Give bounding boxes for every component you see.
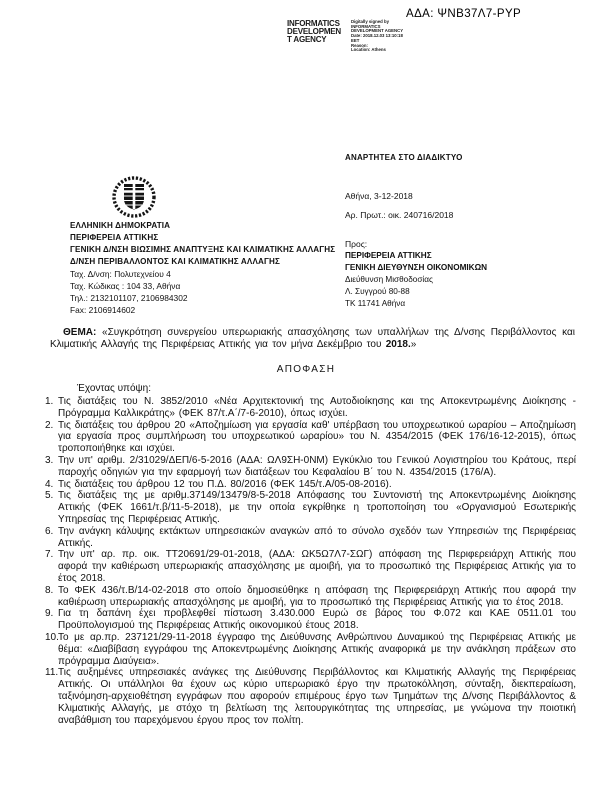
recipient-line: ΠΕΡΙΦΕΡΕΙΑ ΑΤΤΙΚΗΣ xyxy=(345,251,432,260)
item-number: 7. xyxy=(45,549,54,561)
item-text: Τις διατάξεις του άρθρου 12 του Π.Δ. 80/2016 (ΦΕΚ 145/τ.Α/05-08-2016). xyxy=(58,478,392,490)
decision-title: ΑΠΟΦΑΣΗ xyxy=(276,364,336,375)
item-text: Την υπ' αριθμ. 2/31029/ΔΕΠ/6-5-2016 (ΑΔΑ: ΩΛ9ΣΗ-0ΝΜ) Εγκύκλιο του Γενικού Λογιστηρίου του Κράτους, περί παροχής οδηγιών για την εφαρμογή των διατάξεων του Κεφαλαίου Β΄ του Ν. 4354/2015 (176/Α). xyxy=(58,454,576,478)
signature-details xyxy=(351,20,413,53)
greek-coat-of-arms-icon xyxy=(111,176,157,218)
city-date: Αθήνα, 3-12-2018 xyxy=(345,191,413,201)
signature-detail-line: EET xyxy=(351,37,360,43)
recipient-block xyxy=(345,250,577,310)
item-number: 11. xyxy=(45,667,59,679)
subject-year: 2018. xyxy=(385,339,411,351)
ada-code: ΑΔΑ: ΨΝΒ37Λ7-ΡΥΡ xyxy=(406,8,522,20)
item-number: 2. xyxy=(45,419,54,431)
item-text: Την ανάγκη κάλυψης εκτάκτων υπηρεσιακών αναγκών από το σύνολο σχεδόν των Υπηρεσιών της Περιφέρειας Αττικής. xyxy=(58,525,576,549)
item-text: Τις διατάξεις της με αριθμ.37149/13479/8-5-2018 Απόφασης του Συντονιστή της Αποκεντρωμένης Διοίκησης Αττικής (ΦΕΚ 1661/τ.β/11-5-2018), με την οποία εγκρίθηκε η τροποποίηση του «Οργανισμού Εσωτερικής Υπηρεσίας της Περιφέρειας Αττικής. xyxy=(58,490,576,525)
item-number: 8. xyxy=(45,584,54,596)
protocol-number: Αρ. Πρωτ.: οικ. 240716/2018 xyxy=(345,210,454,220)
list-item xyxy=(45,490,576,525)
document-meta xyxy=(345,152,577,310)
item-text: Τις διατάξεις του Ν. 3852/2010 «Νέα Αρχιτεκτονική της Αυτοδιοίκησης και της Αποκεντρωμένης Διοίκησης - Πρόγραμμα Καλλικράτης» (ΦΕΚ 87/τ.Α΄/7-6-2010), όπως ισχύει. xyxy=(58,396,576,419)
signature-detail-line: Location: Athens xyxy=(351,47,386,53)
subject-text: «Συγκρότηση συνεργείου υπερωριακής απασχόλησης των υπαλλήλων της Δ/νσης Περιβάλλοντος και Κλιματικής Αλλαγής της Περιφέρειας Αττικής για τον μήνα Δεκέμβριο του xyxy=(50,327,575,351)
item-number: 9. xyxy=(45,608,54,620)
org-line: ΕΛΛΗΝΙΚΗ ΔΗΜΟΚΡΑΤΙΑ xyxy=(70,221,171,230)
signature-detail-line: INFORMATICS xyxy=(351,23,381,29)
list-item xyxy=(45,479,576,491)
list-item xyxy=(45,526,576,550)
phone-numbers: Τηλ.: 2132101107, 2106984302 xyxy=(70,293,188,303)
subject-paragraph xyxy=(50,327,575,352)
signature-detail-line: Reason: xyxy=(351,42,368,48)
postal-address: Ταχ. Δ/νση: Πολυτεχνείου 4 xyxy=(70,269,171,279)
list-item xyxy=(45,396,576,420)
letterhead xyxy=(70,176,352,316)
item-text: Τις αυξημένες υπηρεσιακές ανάγκες της Διεύθυνσης Περιβάλλοντος και Κλιματικής Αλλαγής της Περιφέρειας Αττικής. Οι υπάλληλοι θα έχουν ως κύριο υπερωριακό έργο την πρωτοκόλληση, σύνταξη, διεκπεραίωση, ταξινόμηση-αρχειοθέτηση εγγράφων που αφορούν επιμέρους έργο των Τμημάτων της Δ/νσης Περιβάλλοντος & Κλιματικής Αλλαγής, με στόχο τη βελτίωση της λειτουργικότητας της υπηρεσίας, με γνώμονα την ποιοτική αναβάθμιση του παρεχόμενου έργου προς τον πολίτη. xyxy=(58,667,576,726)
subject-label: ΘΕΜΑ: xyxy=(63,327,97,338)
decision-intro: Έχοντας υπόψη: xyxy=(77,383,151,394)
recipient-line: ΓΕΝΙΚΗ ΔΙΕΥΘΥΝΣΗ ΟΙΚΟΝΟΜΙΚΩΝ xyxy=(345,263,488,272)
item-text: Για τη δαπάνη έχει προβλεφθεί πίστωση 3.430.000 Ευρώ σε βάρος του Φ.072 και ΚΑΕ 0511.01 του Προϋπολογισμού της Περιφέρειας Αττικής οικονομικού έτους 2018. xyxy=(58,608,576,632)
recipient-line: ΤΚ 11741 Αθήνα xyxy=(345,299,406,308)
recipient-line: Διεύθυνση Μισθοδοσίας xyxy=(345,275,433,284)
digital-signature-stamp xyxy=(287,20,413,53)
signature-detail-line: Digitally signed by xyxy=(351,19,389,24)
signature-agency-line: INFORMATICS xyxy=(287,19,340,28)
list-item xyxy=(45,549,576,584)
org-line: ΓΕΝΙΚΗ Δ/ΝΣΗ ΒΙΩΣΙΜΗΣ ΑΝΑΠΤΥΞΗΣ ΚΑΙ ΚΛΙΜΑΤΙΚΗΣ ΑΛΛΑΓΗΣ xyxy=(70,245,336,254)
recipient-label: Προς: xyxy=(345,239,368,249)
item-text: Το ΦΕΚ 436/τ.Β/14-02-2018 στο οποίο δημοσιεύθηκε η απόφαση της Περιφερειάρχη Αττικής που αφορά την καθιέρωση υπερωριακής απασχόλησης με αμοιβή, για το προσωπικό της Περιφέρειας Αττικής για το έτος 2018. xyxy=(58,584,576,608)
item-text: Τις διατάξεις του άρθρου 20 «Αποζημίωση για εργασία καθ' υπέρβαση του υποχρεωτικού ωραρίου – Αποζημίωση για εργασία προς συμπλήρωση του υποχρεωτικού ωραρίου» του Ν. 4354/2015 (ΦΕΚ 176/16-12-2015), όπως τροποποιήθηκε και ισχύει. xyxy=(58,419,576,455)
org-line: Δ/ΝΣΗ ΠΕΡΙΒΑΛΛΟΝΤΟΣ ΚΑΙ ΚΛΙΜΑΤΙΚΗΣ ΑΛΛΑΓΗΣ xyxy=(70,257,280,266)
list-item xyxy=(45,420,576,455)
publish-label: ΑΝΑΡΤΗΤΕΑ ΣΤΟ ΔΙΑΔΙΚΤΥΟ xyxy=(345,153,463,162)
signature-agency-line: T AGENCY xyxy=(287,35,327,45)
item-number: 3. xyxy=(45,454,54,466)
postal-code: Ταχ. Κώδικας : 104 33, Αθήνα xyxy=(70,281,181,291)
subject-closing-quote: » xyxy=(410,339,417,351)
signature-detail-line: Date: 2018.12.03 13:10:18 xyxy=(351,33,403,39)
item-text: Το με αρ.πρ. 237121/29-11-2018 έγγραφο της Διεύθυνσης Ανθρώπινου Δυναμικού της Περιφέρειας Αττικής με θέμα: «Διαβίβαση εγγράφου της Αποκεντρωμένης Διοίκησης Αττικής αναφορικά με την ανάκληση πράξεων στο πρόγραμμα Διαύγεια». xyxy=(58,631,576,667)
legal-basis-list xyxy=(45,396,576,726)
org-hierarchy xyxy=(70,220,352,268)
item-number: 6. xyxy=(45,525,54,537)
contact-info xyxy=(70,268,352,316)
list-item xyxy=(45,455,576,479)
org-line: ΠΕΡΙΦΕΡΕΙΑ ΑΤΤΙΚΗΣ xyxy=(70,233,159,242)
signature-agency-name xyxy=(287,20,347,53)
item-text: Την υπ' αρ. πρ. οικ. ΤΤ20691/29-01-2018, (ΑΔΑ: ΩΚ5Ω7Λ7-ΣΩΓ) απόφαση της Περιφερειάρχη Αττικής που αφορά την καθιέρωση υπερωριακής απασχόλησης με αμοιβή, για το προσωπικό της Περιφέρειας Αττικής για το έτος 2018. xyxy=(58,549,576,584)
list-item xyxy=(45,608,576,632)
list-item xyxy=(45,667,576,726)
fax-number: Fax: 2106914602 xyxy=(70,305,136,315)
signature-detail-line: DEVELOPMENT AGENCY xyxy=(351,28,404,34)
list-item xyxy=(45,632,576,667)
recipient-line: Λ. Συγγρού 80-88 xyxy=(345,287,410,296)
item-number: 4. xyxy=(45,478,54,490)
item-number: 1. xyxy=(45,396,54,407)
signature-agency-line: DEVELOPMEN xyxy=(287,27,342,37)
item-number: 5. xyxy=(45,490,54,502)
item-number: 10. xyxy=(45,631,59,643)
list-item xyxy=(45,585,576,609)
